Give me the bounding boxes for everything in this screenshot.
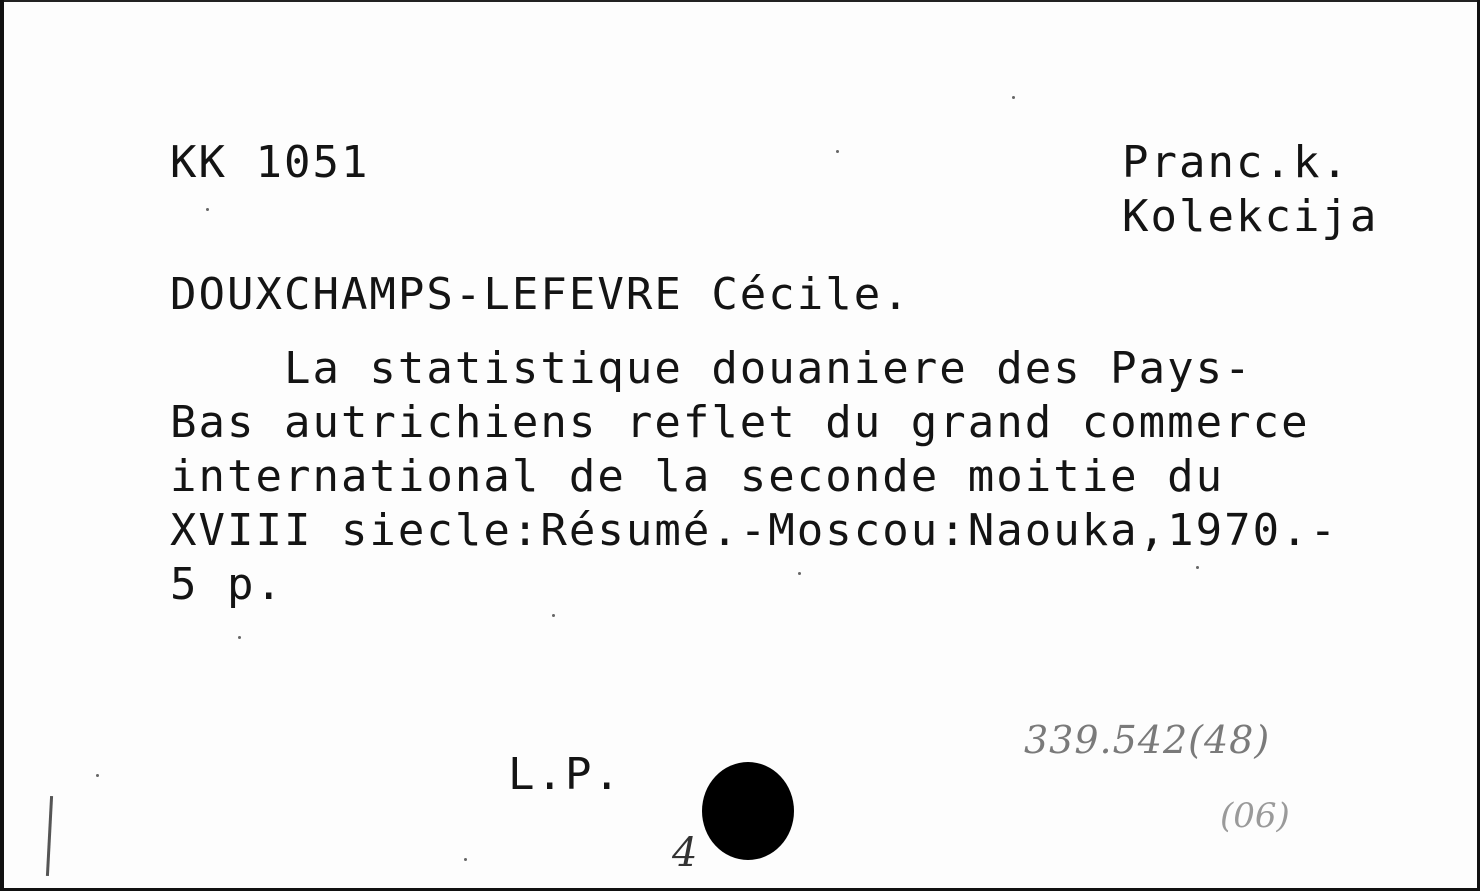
- dust-speck: [96, 774, 99, 777]
- dust-speck: [836, 150, 839, 153]
- card-edge-top: [0, 0, 1480, 2]
- punch-hole: [702, 762, 794, 860]
- dust-speck: [1012, 96, 1015, 99]
- dust-speck: [552, 614, 555, 617]
- margin-pencil-mark: [46, 796, 53, 876]
- handwritten-page-number: 4: [672, 830, 698, 876]
- dust-speck: [464, 858, 467, 861]
- card-edge-left: [0, 0, 4, 891]
- dust-speck: [238, 636, 241, 639]
- dust-speck: [1196, 566, 1199, 569]
- title-description: La statistique douaniere des Pays- Bas autrichiens reflet du grand commerce international de la seconde moitie du XVIII siecle:Résumé.-Moscou:Naouka,1970.- 5 p.: [170, 343, 1339, 610]
- handwritten-classification: 339.542(48): [1024, 718, 1271, 762]
- dust-speck: [798, 572, 801, 575]
- cataloger-initials: L.P.: [508, 749, 622, 800]
- dust-speck: [206, 208, 209, 211]
- handwritten-subclass: (06): [1220, 796, 1290, 836]
- collection-label: Pranc.k. Kolekcija: [1122, 137, 1379, 242]
- author-heading: DOUXCHAMPS-LEFEVRE Cécile.: [170, 269, 911, 320]
- call-number: KK 1051: [170, 137, 370, 188]
